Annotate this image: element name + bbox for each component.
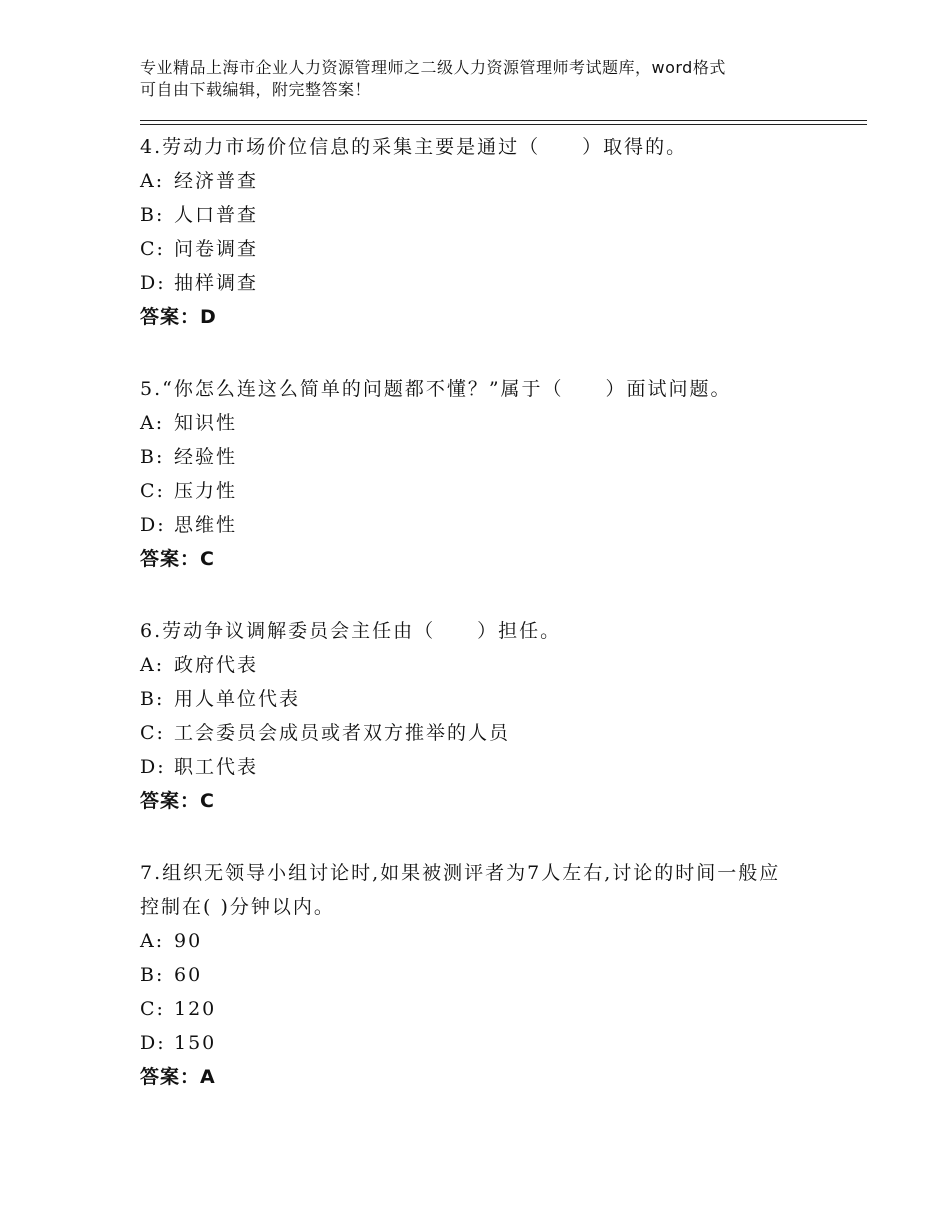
option-text: 知识性 — [174, 412, 238, 434]
question-5 — [140, 372, 840, 576]
option-key: C: — [140, 238, 165, 260]
option-text: 150 — [174, 1032, 217, 1054]
option-c — [140, 474, 840, 508]
option-text: 工会委员会成员或者双方推举的人员 — [174, 722, 511, 744]
header-line-1: 专业精品上海市企业人力资源管理师之二级人力资源管理师考试题库，word格式 — [140, 58, 726, 77]
option-text: 用人单位代表 — [174, 688, 301, 710]
option-a — [140, 924, 840, 958]
option-key: D: — [140, 756, 166, 778]
question-stem: 5.“你怎么连这么简单的问题都不懂？”属于（ ）面试问题。 — [140, 378, 732, 400]
answer-line: 答案：A — [140, 1066, 216, 1088]
option-key: B: — [140, 964, 165, 986]
header-line-2: 可自由下载编辑，附完整答案！ — [140, 80, 372, 99]
option-key: A: — [140, 930, 165, 952]
option-d — [140, 750, 840, 784]
option-c — [140, 992, 840, 1026]
answer-line: 答案：C — [140, 548, 215, 570]
option-key: A: — [140, 170, 165, 192]
option-c — [140, 716, 840, 750]
question-stem: 4.劳动力市场价位信息的采集主要是通过（ ）取得的。 — [140, 136, 688, 158]
option-b — [140, 440, 840, 474]
option-text: 经济普查 — [174, 170, 259, 192]
option-a — [140, 164, 840, 198]
option-text: 问卷调查 — [174, 238, 259, 260]
option-c — [140, 232, 840, 266]
option-text: 经验性 — [174, 446, 238, 468]
option-text: 抽样调查 — [174, 272, 259, 294]
option-d — [140, 266, 840, 300]
option-key: C: — [140, 998, 165, 1020]
option-key: B: — [140, 446, 165, 468]
option-key: A: — [140, 654, 165, 676]
option-d — [140, 1026, 840, 1060]
answer-line: 答案：C — [140, 790, 215, 812]
option-key: D: — [140, 1032, 166, 1054]
option-text: 60 — [174, 964, 203, 986]
option-d — [140, 508, 840, 542]
option-key: B: — [140, 688, 165, 710]
option-key: D: — [140, 272, 166, 294]
option-a — [140, 406, 840, 440]
option-a — [140, 648, 840, 682]
option-key: D: — [140, 514, 166, 536]
option-b — [140, 682, 840, 716]
option-b — [140, 198, 840, 232]
option-text: 政府代表 — [174, 654, 259, 676]
question-7 — [140, 856, 840, 1094]
option-key: C: — [140, 480, 165, 502]
answer-line: 答案：D — [140, 306, 217, 328]
option-text: 思维性 — [174, 514, 238, 536]
option-text: 职工代表 — [174, 756, 259, 778]
option-b — [140, 958, 840, 992]
option-text: 压力性 — [174, 480, 238, 502]
question-stem: 7.组织无领导小组讨论时,如果被测评者为7人左右,讨论的时间一般应控制在( )分钟以内。 — [140, 862, 781, 918]
option-key: C: — [140, 722, 165, 744]
option-text: 90 — [174, 930, 203, 952]
question-6 — [140, 614, 840, 818]
option-text: 120 — [174, 998, 217, 1020]
document-header — [140, 57, 820, 101]
question-list — [140, 130, 840, 1132]
header-divider-bottom — [140, 124, 867, 125]
header-divider-top — [140, 120, 867, 121]
option-text: 人口普查 — [174, 204, 259, 226]
question-4 — [140, 130, 840, 334]
option-key: B: — [140, 204, 165, 226]
option-key: A: — [140, 412, 165, 434]
question-stem: 6.劳动争议调解委员会主任由（ ）担任。 — [140, 620, 562, 642]
